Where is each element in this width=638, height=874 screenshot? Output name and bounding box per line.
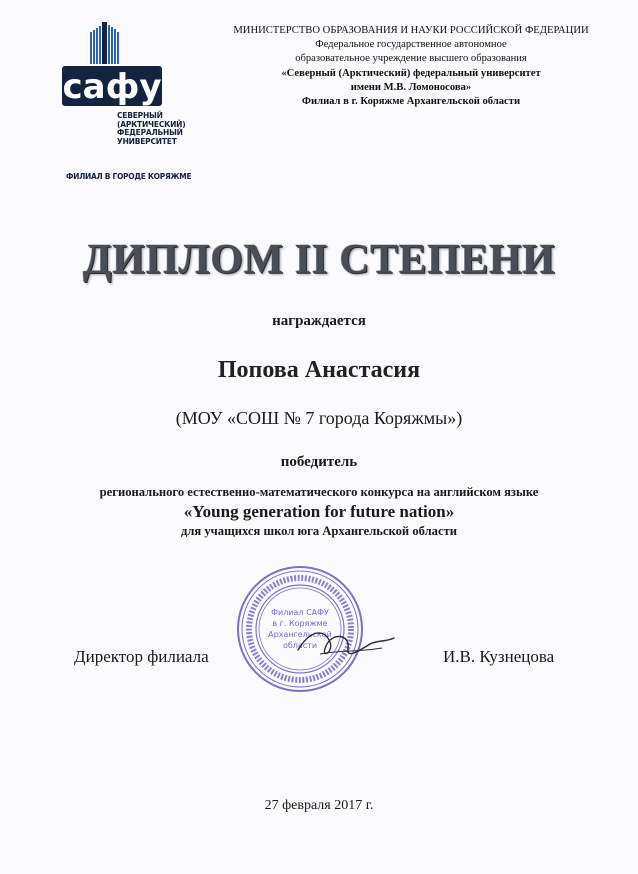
header-line: «Северный (Арктический) федеральный университет (281, 67, 541, 79)
logo-caption-line: (АРКТИЧЕСКИЙ) (117, 119, 186, 129)
logo-branch-text: ФИЛИАЛ В ГОРОДЕ КОРЯЖМЕ (66, 172, 192, 181)
institution-header (226, 24, 596, 109)
header-line: имени М.В. Ломоносова» (350, 81, 472, 93)
contest-name: «Young generation for future nation» (183, 502, 455, 521)
logo-caption-line: УНИВЕРСИТЕТ (117, 136, 177, 146)
awarded-label: награждается (272, 313, 366, 329)
signer-name: И.В. Кузнецова (443, 647, 555, 666)
logo-caption (117, 112, 187, 146)
university-logo (62, 22, 182, 182)
recipient-school: (МОУ «СОШ № 7 города Коряжмы») (175, 408, 463, 428)
contest-description: регионального естественно-математического конкурса на английском языке (99, 485, 539, 499)
issue-date: 27 февраля 2017 г. (264, 798, 374, 813)
logo-wordmark: сафу (62, 67, 162, 107)
stamp-line: в г. Коряжме (272, 619, 328, 628)
winner-label: победитель (280, 454, 358, 470)
stamp-line: Архангельской (268, 630, 332, 639)
stamp-line: области (282, 641, 318, 650)
director-signature (290, 620, 400, 670)
diploma-title: ДИПЛОМ II СТЕПЕНИ (82, 237, 556, 283)
director-label: Директор филиала (74, 647, 209, 666)
header-line: Филиал в г. Коряжме Архангельской области (301, 96, 521, 108)
stamp-line: Филиал САФУ (271, 608, 329, 617)
logo-caption-line: СЕВЕРНЫЙ (117, 111, 163, 120)
header-line: образовательное учреждение высшего образования (295, 53, 527, 65)
contest-audience: для учащихся школ юга Архангельской области (180, 524, 458, 538)
logo-caption-line: ФЕДЕРАЛЬНЫЙ (117, 128, 183, 137)
header-line: Федеральное государственное автономное (315, 39, 507, 51)
header-line: МИНИСТЕРСТВО ОБРАЗОВАНИЯ И НАУКИ РОССИЙСКОЙ ФЕДЕРАЦИИ (233, 25, 589, 36)
recipient-name: Попова Анастасия (217, 357, 421, 383)
